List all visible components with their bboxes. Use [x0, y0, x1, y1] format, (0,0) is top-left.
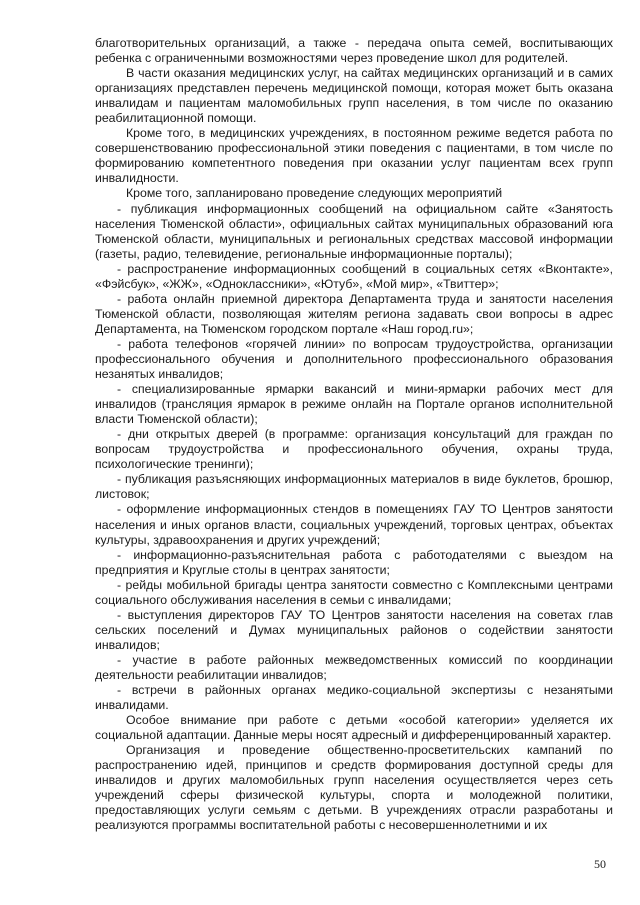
list-item: - оформление информационных стендов в помещениях ГАУ ТО Центров занятости населения и иных органов власти, социальных учреждений, торговых центрах, объектах культуры, здравоохранения и других учреждений;	[95, 502, 613, 547]
paragraph: Особое внимание при работе с детьми «особой категории» уделяется их социальной адаптации. Данные меры носят адресный и дифференцированный характер.	[95, 713, 613, 743]
list-item: - рейды мобильной бригады центра занятости совместно с Комплексными центрами социального обслуживания населения в семьи с инвалидами;	[95, 577, 613, 607]
paragraph: В части оказания медицинских услуг, на сайтах медицинских организаций и в самих организациях представлен перечень медицинской помощи, которая может быть оказана инвалидам и пациентам маломобильных групп населения, в том числе по оказанию реабилитационной помощи.	[95, 66, 613, 126]
list-item: - публикация информационных сообщений на официальном сайте «Занятость населения Тюменской области», официальных сайтах муниципальных образований юга Тюменской области, муниципальных и региональных средствах массовой информации (газеты, радио, телевидение, региональные информационные порталы);	[95, 201, 613, 261]
list-item: - выступления директоров ГАУ ТО Центров занятости населения на советах глав сельских поселений и Думах муниципальных районов о содействии занятости инвалидов;	[95, 607, 613, 652]
paragraph: Кроме того, запланировано проведение следующих мероприятий	[126, 186, 503, 201]
document-body	[95, 36, 613, 833]
list-item: - дни открытых дверей (в программе: организация консультаций для граждан по вопросам трудоустройства и профессионального обучения, охраны труда, психологические тренинги);	[95, 427, 613, 472]
list-item: - специализированные ярмарки вакансий и мини-ярмарки рабочих мест для инвалидов (трансляция ярмарок в режиме онлайн на Портале органов исполнительной власти Тюменской области);	[95, 382, 613, 427]
list-item: - информационно-разъяснительная работа с работодателями с выездом на предприятия и Круглые столы в центрах занятости;	[95, 547, 613, 577]
paragraph: Кроме того, в медицинских учреждениях, в постоянном режиме ведется работа по совершенствованию профессиональной этики поведения с пациентами, в том числе по формированию компетентного поведения при оказании услуг пациентам всех групп инвалидности.	[95, 126, 613, 186]
page-number: 50	[594, 857, 606, 871]
paragraph: благотворительных организаций, а также - передача опыта семей, воспитывающих ребенка с ограниченными возможностями через проведение школ для родителей.	[95, 36, 613, 66]
list-item: - работа онлайн приемной директора Департамента труда и занятости населения Тюменской области, позволяющая жителям региона задавать свои вопросы в адрес Департамента, на Тюменском городском портале «Наш город.ru»;	[95, 291, 613, 336]
paragraph: Организация и проведение общественно-просветительских кампаний по распространению идей, принципов и средств формирования доступной среды для инвалидов и других маломобильных групп населения осуществляется через сеть учреждений сферы физической культуры, спорта и молодежной политики, предоставляющих услуги семьям с детьми. В учреждениях отрасли разработаны и реализуются программы воспитательной работы с несовершеннолетними и их	[95, 743, 613, 833]
list-item: - публикация разъясняющих информационных материалов в виде буклетов, брошюр, листовок;	[95, 472, 613, 502]
list-item: - встречи в районных органах медико-социальной экспертизы с незанятыми инвалидами.	[95, 683, 613, 713]
list-item: - работа телефонов «горячей линии» по вопросам трудоустройства, организации профессионального обучения и дополнительного профессионального образования незанятых инвалидов;	[95, 336, 613, 382]
list-item: - участие в работе районных межведомственных комиссий по координации деятельности реабилитации инвалидов;	[95, 652, 613, 682]
list-item: - распространение информационных сообщений в социальных сетях «Вконтакте», «Фэйсбук», «ЖЖ», «Одноклассники», «Ютуб», «Мой мир», «Твиттер»;	[95, 261, 613, 291]
